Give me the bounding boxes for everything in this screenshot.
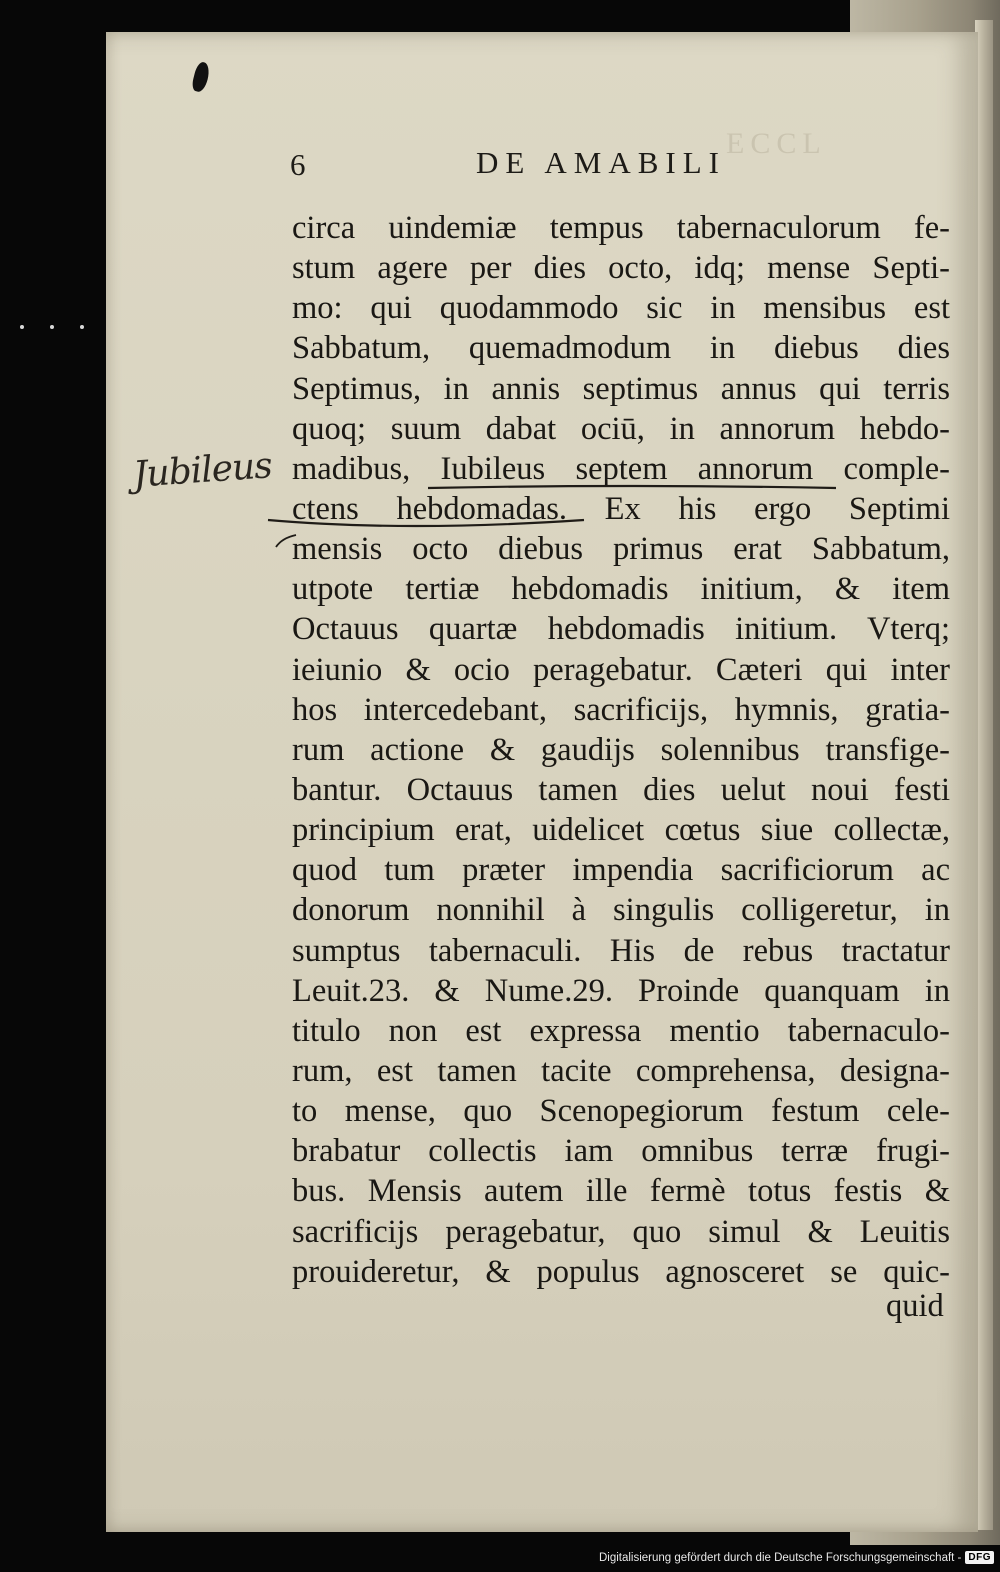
text-line: mensis octo diebus primus erat Sabbatum, [292,531,950,568]
text-line: prouideretur, & populus agnosceret se quic- [292,1253,950,1290]
book-page [106,32,978,1532]
text-line: Sabbatum, quemadmodum in diebus dies [292,330,950,367]
text-line: circa uindemiæ tempus tabernaculorum fe- [292,210,950,246]
text-line: principium erat, uidelicet cœtus siue collectæ, [292,812,950,849]
text-line: sumptus tabernaculi. His de rebus tractatur [292,932,950,969]
catchword: quid [886,1288,944,1324]
text-line: titulo non est expressa mentio tabernaculo- [292,1012,950,1049]
credit-text: Digitalisierung gefördert durch die Deutsche Forschungsgemeinschaft - [598,1551,962,1564]
text-line: Octauus quartæ hebdomadis initium. Vterq; [292,611,950,648]
body-text [292,208,950,1292]
text-line: stum agere per dies octo, idq; mense Septi- [292,250,950,287]
text-line: quoq; suum dabat ociū, in annorum hebdo- [292,410,950,447]
show-through-text: ECCL [726,127,827,160]
text-line: Septimus, in annis septimus annus qui terris [292,370,950,407]
text-line: quod tum præter impendia sacrificiorum ac [292,852,950,889]
text-line: rum actione & gaudijs solennibus transfige- [292,731,950,768]
dust-speck [20,325,24,329]
text-line: sacrificijs peragebatur, quo simul & Leuitis [292,1213,950,1250]
text-line: ctens hebdomadas. Ex his ergo Septimi [292,490,950,527]
text-line: utpote tertiæ hebdomadis initium, & item [292,571,950,608]
text-line: brabatur collectis iam omnibus terræ frugi- [292,1133,950,1170]
text-line: ieiunio & ocio peragebatur. Cæteri qui inter [292,651,950,688]
page-number: 6 [290,147,306,182]
dust-speck [80,325,84,329]
text-line: bantur. Octauus tamen dies uelut noui festi [292,771,950,808]
text-line: mo: qui quodammodo sic in mensibus est [292,290,950,327]
text-line: hos intercedebant, sacrificijs, hymnis, gratia- [292,691,950,728]
text-line: rum, est tamen tacite comprehensa, designa- [292,1052,950,1089]
text-line: Leuit.23. & Nume.29. Proinde quanquam in [292,972,950,1009]
text-line: donorum nonnihil à singulis colligeretur, in [292,892,950,929]
margin-note-handwritten: Jubileus [131,445,273,496]
ink-blot [191,61,212,93]
text-line: madibus, Iubileus septem annorum comple- [292,450,950,487]
running-head: DE AMABILI [476,145,726,180]
digitization-credit [599,1551,994,1564]
text-line: bus. Mensis autem ille fermè totus festis & [292,1173,950,1210]
dust-speck [50,325,54,329]
text-line: to mense, quo Scenopegiorum festum cele- [292,1093,950,1130]
dfg-logo: DFG [965,1551,994,1564]
